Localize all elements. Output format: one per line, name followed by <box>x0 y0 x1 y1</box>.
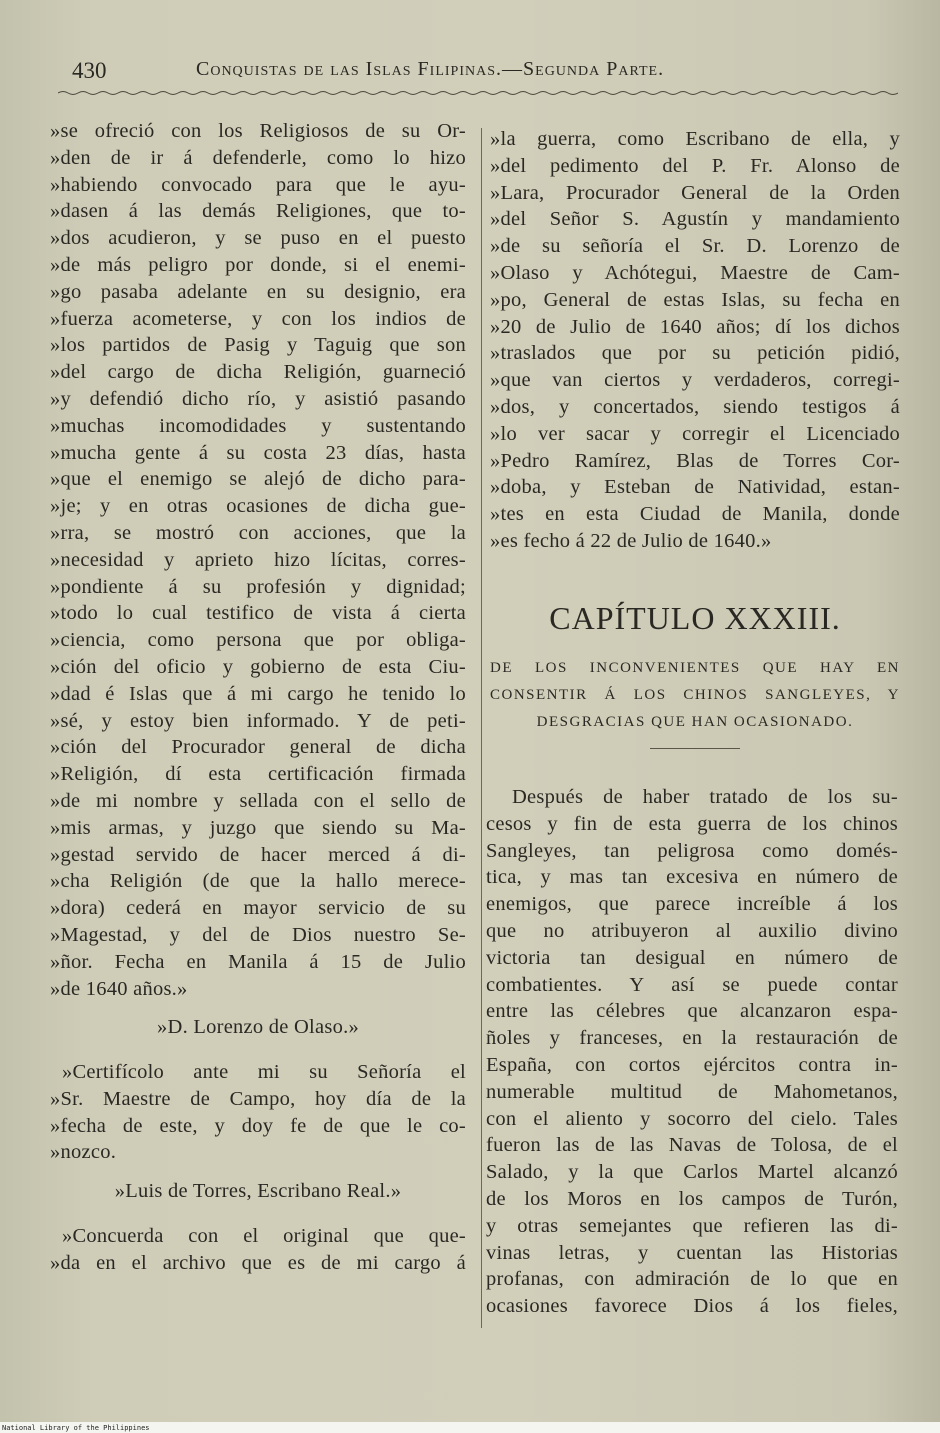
left-column <box>50 118 466 1277</box>
text-line: profanas, con admiración de lo que en <box>486 1268 898 1291</box>
text-line: »mucha gente á su costa 23 días, hasta <box>50 441 466 464</box>
text-line: »Certifícolo ante mi su Señoría el <box>62 1061 466 1084</box>
text-line: »dos, y concertados, siendo testigos á <box>490 395 900 418</box>
text-line: »que van ciertos y verdaderos, corregi- <box>490 369 900 392</box>
subtitle-line: CONSENTIR Á LOS CHINOS SANGLEYES, Y <box>490 687 900 703</box>
subtitle-line: DE LOS INCONVENIENTES QUE HAY EN <box>490 660 900 676</box>
text-line: »de más peligro por donde, si el enemi- <box>50 253 466 276</box>
text-line: »de mi nombre y sellada con el sello de <box>50 789 466 812</box>
text-line: »de 1640 años.» <box>50 977 188 1000</box>
text-line: »Lara, Procurador General de la Orden <box>490 181 900 204</box>
text-line: que no atribuyeron al auxilio divino <box>486 919 898 942</box>
text-line: »la guerra, como Escribano de ella, y <box>490 128 900 150</box>
text-line: »los partidos de Pasig y Taguig que son <box>50 334 466 357</box>
right-paragraph-1 <box>490 126 900 555</box>
left-paragraph-3 <box>50 1223 466 1277</box>
text-line: »po, General de estas Islas, su fecha en <box>490 288 900 311</box>
text-line: »del Señor S. Agustín y mandamiento <box>490 208 900 231</box>
text-line: »mis armas, y juzgo que siendo su Ma- <box>50 816 466 839</box>
text-line: »go pasaba adelante en su designio, era <box>50 280 466 303</box>
text-line: »Magestad, y del de Dios nuestro Se- <box>50 923 466 946</box>
text-line: con el aliento y socorro del cielo. Tales <box>486 1107 898 1130</box>
text-line: cesos y fin de esta guerra de los chinos <box>486 812 898 835</box>
text-line: »doba, y Esteban de Natividad, estan- <box>490 476 900 499</box>
left-paragraph-1 <box>50 118 466 1002</box>
text-line: enemigos, que parece increíble á los <box>486 893 898 916</box>
text-line: »dos acudieron, y se puso en el puesto <box>50 227 466 250</box>
text-line: »Concuerda con el original que que- <box>62 1225 466 1248</box>
text-line: »se ofreció con los Religiosos de su Or- <box>50 120 466 142</box>
text-line: »den de ir á defenderle, como lo hizo <box>50 146 466 169</box>
text-line: »habiendo convocado para que le ayu- <box>50 173 466 196</box>
text-line: »lo ver sacar y corregir el Licenciado <box>490 422 900 445</box>
text-line: numerable multitud de Mahometanos, <box>486 1080 898 1103</box>
text-line: ñoles y franceses, en la restauración de <box>486 1027 898 1050</box>
page-number: 430 <box>72 58 107 83</box>
text-line: Después de haber tratado de los su- <box>512 786 898 808</box>
text-line: entre las célebres que alcanzaron espa- <box>486 1000 898 1023</box>
text-line: »ción del Procurador general de dicha <box>50 736 466 759</box>
text-line: »necesidad y aprieto hizo lícitas, corres- <box>50 548 466 571</box>
text-line: »y defendió dicho río, y asistió pasando <box>50 387 466 410</box>
text-line: ocasiones favorece Dios á los fieles, <box>486 1295 898 1318</box>
text-line: »traslados que por su petición pidió, <box>490 342 900 365</box>
text-line: »dora) cederá en mayor servicio de su <box>50 897 466 920</box>
text-line: »rra, se mostró con acciones, que la <box>50 521 466 544</box>
text-line: »Sr. Maestre de Campo, hoy día de la <box>50 1087 466 1110</box>
running-title: Conquistas de las Islas Filipinas.—Segunda Parte. <box>196 58 665 80</box>
text-line: vinas letras, y cuentan las Historias <box>486 1241 898 1264</box>
text-line: »fuerza acometerse, y con los indios de <box>50 307 466 330</box>
text-line: »gestad servido de hacer merced á di- <box>50 843 466 866</box>
text-line: »ción del oficio y gobierno de esta Ciu- <box>50 655 466 678</box>
text-line: »del pedimento del P. Fr. Alonso de <box>490 154 900 177</box>
text-line: Salado, y la que Carlos Martel alcanzó <box>486 1161 898 1184</box>
text-line: »dasen á las demás Religiones, que to- <box>50 200 466 223</box>
signature-torres: »Luis de Torres, Escribano Real.» <box>114 1180 402 1203</box>
text-line: »del cargo de dicha Religión, guarneció <box>50 361 466 384</box>
text-line: »Religión, dí esta certificación firmada <box>50 763 466 786</box>
text-line: tica, y mas tan excesiva en número de <box>486 866 898 889</box>
text-line: »ciencia, como persona que por obliga- <box>50 629 466 652</box>
text-line: »que el enemigo se alejó de dicho para- <box>50 468 466 491</box>
chapter-subtitle <box>490 655 900 736</box>
text-line: »Pedro Ramírez, Blas de Torres Cor- <box>490 449 900 472</box>
column-divider <box>481 128 482 1328</box>
text-line: victoria tan desigual en número de <box>486 946 898 969</box>
text-line: »dad é Islas que á mi cargo he tenido lo <box>50 682 466 705</box>
text-line: »pondiente á su profesión y dignidad; <box>50 575 466 598</box>
left-paragraph-2 <box>50 1059 466 1166</box>
text-line: »de su señoría el Sr. D. Lorenzo de <box>490 235 900 258</box>
text-line: »tes en esta Ciudad de Manila, donde <box>490 503 900 526</box>
text-line: »Olaso y Achótegui, Maestre de Cam- <box>490 261 900 284</box>
text-line: »sé, y estoy bien informado. Y de peti- <box>50 709 466 732</box>
text-line: »cha Religión (de que la hallo merece- <box>50 870 466 893</box>
text-line: »je; y en otras ocasiones de dicha gue- <box>50 495 466 518</box>
text-line: combatientes. Y así se puede contar <box>486 973 898 996</box>
chapter-body <box>486 784 898 1320</box>
chapter-title: CAPÍTULO XXXIII. <box>549 600 841 636</box>
text-line: de los Moros en los campos de Turón, <box>486 1187 898 1210</box>
text-line: Sangleyes, tan peligrosa como domés- <box>486 839 898 862</box>
text-line: y otras semejantes que refieren las di- <box>486 1214 898 1237</box>
text-line: »fecha de este, y doy fe de que le co- <box>50 1114 466 1137</box>
text-line: »da en el archivo que es de mi cargo á <box>50 1251 466 1274</box>
text-line: fueron las de las Navas de Tolosa, de el <box>486 1134 898 1157</box>
text-line: »todo lo cual testifico de vista á cierta <box>50 602 466 625</box>
right-column-top <box>490 126 900 555</box>
text-line: »muchas incomodidades y sustentando <box>50 414 466 437</box>
signature-olaso: »D. Lorenzo de Olaso.» <box>157 1016 359 1039</box>
text-line: »es fecho á 22 de Julio de 1640.» <box>490 529 772 552</box>
text-line: »nozco. <box>50 1141 117 1164</box>
text-line: »20 de Julio de 1640 años; dí los dichos <box>490 315 900 338</box>
text-line: »ñor. Fecha en Manila á 15 de Julio <box>50 950 466 973</box>
header-wavy-rule <box>58 90 898 96</box>
text-line: España, con cortos ejércitos contra in- <box>486 1053 898 1076</box>
chapter-rule <box>650 748 740 749</box>
page-header <box>72 58 902 90</box>
subtitle-line: DESGRACIAS QUE HAN OCASIONADO. <box>536 714 854 730</box>
library-credit: National Library of the Philippines <box>2 1424 150 1432</box>
